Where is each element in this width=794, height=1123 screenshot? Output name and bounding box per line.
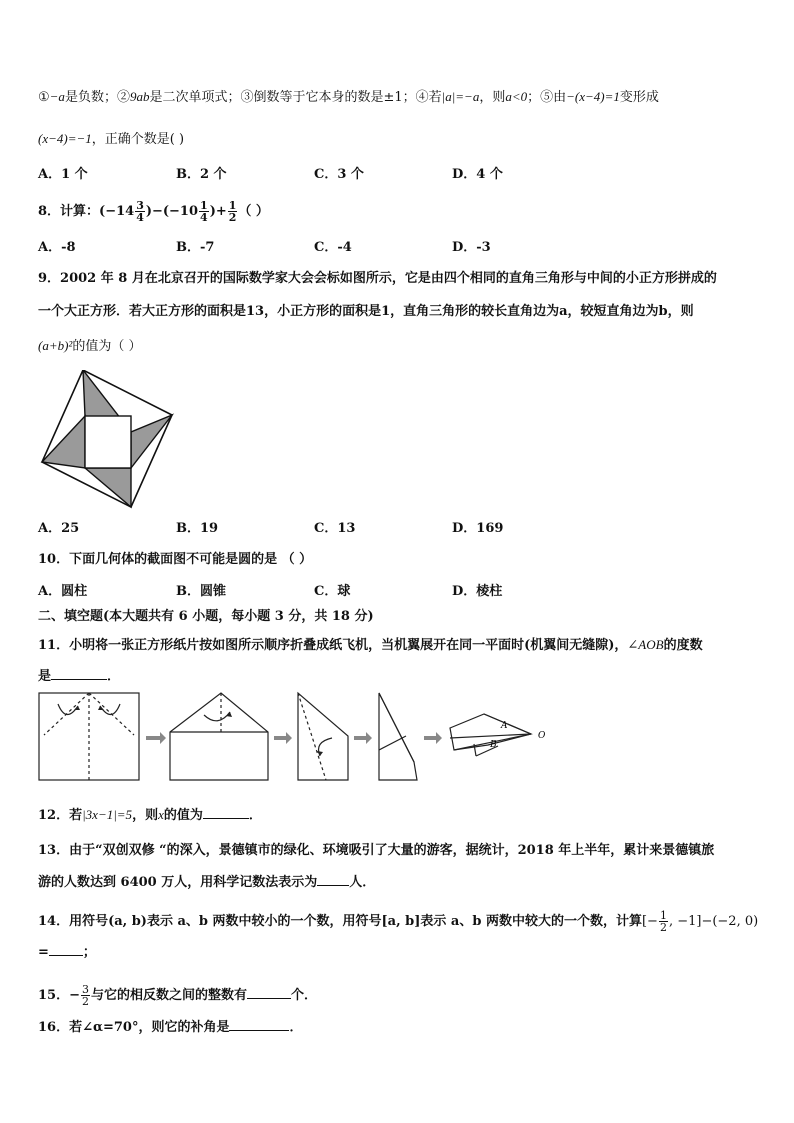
- fold-step2: [170, 693, 268, 780]
- q9-option-c: C．13: [314, 521, 356, 536]
- section-heading: 二、填空题(本大题共有 6 小题，每小题 3 分，共 18 分): [38, 609, 374, 624]
- q8-frac1: [135, 200, 145, 223]
- q14-eq: =: [38, 945, 49, 960]
- q14-line1: [38, 910, 758, 933]
- q7-s4-math2: a<0: [505, 89, 528, 104]
- q12-math: |3x−1|=5: [82, 807, 133, 822]
- q8-p2: )−(−10: [145, 204, 199, 219]
- q10-option-c: C．球: [314, 584, 351, 599]
- q8-frac3-num: 1: [228, 199, 237, 212]
- q13-line1: 13．由于“双创双修 “的深入，景德镇市的绿化、环境吸引了大量的游客，据统计，2018 年上半年，累计来景德镇旅: [38, 843, 715, 858]
- q9-line3-math: (a+b)²: [38, 338, 73, 353]
- q8-frac2-num: 1: [200, 199, 208, 212]
- q11-answer-blank[interactable]: [51, 679, 107, 680]
- q13-line2-pre: 游的人数达到 6400 万人，用科学记数法表示为: [38, 875, 318, 890]
- q14-answer-blank[interactable]: [49, 955, 83, 956]
- q12-x: x: [158, 807, 164, 822]
- q15-pre: 15．−: [38, 988, 80, 1003]
- q9-line2: 一个大正方形．若大正方形的面积是13，小正方形的面积是1，直角三角形的较长直角边为a，较短直角边为b，则: [38, 304, 694, 319]
- q7-s2-math: 9ab: [129, 89, 150, 104]
- q14-line1-text: 14．用符号(a, b)表示 a、b 两数中较小的一个数，用符号[a, b]表示 a、b 两数中较大的一个数，计算: [38, 914, 642, 929]
- fold-step3: [298, 693, 348, 780]
- q16-question: [38, 1019, 303, 1037]
- q7-s5-post: 变形成: [619, 90, 659, 105]
- q10-question: 10．下面几何体的截面图不可能是圆的是 （ ）: [38, 552, 313, 567]
- q13-answer-blank[interactable]: [317, 885, 349, 886]
- q13-line2-post: 人．: [349, 875, 376, 890]
- q8-frac1-den: 4: [136, 211, 144, 224]
- q8-option-a: A．-8: [38, 240, 76, 255]
- q12-answer-blank[interactable]: [203, 818, 249, 819]
- q16-answer-blank[interactable]: [229, 1030, 289, 1031]
- q9-option-a: A．25: [38, 521, 80, 536]
- q15-answer-blank[interactable]: [247, 998, 291, 999]
- q7-s4-post: ；⑤由: [527, 90, 567, 105]
- q8-frac3-den: 2: [228, 211, 237, 224]
- q15-frac: [81, 984, 90, 1007]
- q7-s5-math: −(x−4)=1: [566, 89, 620, 104]
- q11-line2-pre: 是: [38, 669, 52, 684]
- q9-line1: 9．2002 年 8 月在北京召开的国际数学家大会会标如图所示，它是由四个相同的直角三角形与中间的小正方形拼成的: [38, 271, 717, 286]
- q14-frac: [659, 910, 668, 933]
- q7-line2: [38, 130, 184, 149]
- q14-calc: [641, 909, 759, 934]
- q8-label: 8．计算：: [38, 204, 100, 219]
- q11-line2-end: ．: [107, 669, 121, 684]
- q7-s2-post: 是二次单项式；③倒数等于它本身的数是±1；④若: [149, 90, 442, 105]
- q12-post: 的值为: [163, 808, 203, 823]
- q15-end: 个．: [291, 988, 318, 1003]
- q7-line2-post: ，正确个数是( ): [91, 132, 185, 147]
- q7-s4-math: |a|=−a: [441, 89, 480, 104]
- q14-line2: [38, 944, 96, 962]
- q14-end: ；: [82, 945, 96, 960]
- q10-option-a: A．圆柱: [38, 584, 88, 599]
- q7-s1-pre: ①: [38, 90, 50, 105]
- q13-line2: [38, 874, 375, 892]
- q11-line1-post: 的度数: [663, 638, 703, 653]
- triangle-left: [42, 416, 85, 468]
- q10-option-b: B．圆锥: [176, 584, 226, 599]
- q12-mid: ，则: [132, 808, 159, 823]
- center-square: [85, 416, 131, 468]
- q9-option-d: D．169: [452, 521, 504, 536]
- q8-option-c: C．-4: [314, 240, 352, 255]
- q15-frac-num: 3: [81, 983, 89, 996]
- q7-line1: [38, 88, 659, 107]
- q15-question: [38, 984, 317, 1007]
- q16-pre: 16．若∠α=70°，则它的补角是: [38, 1020, 230, 1035]
- q14-calc-post: , −1]−(−2, 0): [668, 914, 759, 929]
- q9-line3: [38, 337, 141, 356]
- q11-line2: [38, 668, 120, 686]
- q8-frac2: [199, 200, 209, 223]
- q9-line3-post: 的值为（ ）: [72, 339, 142, 354]
- q14-calc-pre: [−: [641, 914, 658, 929]
- q14-frac-num: 1: [659, 909, 667, 922]
- fold-step4: [379, 693, 417, 780]
- label-a: A: [501, 721, 508, 731]
- label-o: O: [538, 731, 546, 741]
- q11-line1: [38, 636, 703, 655]
- q8-p3: )+: [209, 204, 227, 219]
- q7-option-a: A．1 个: [38, 167, 88, 182]
- label-b: B: [490, 740, 497, 750]
- q11-line1-pre: 11．小明将一张正方形纸片按如图所示顺序折叠成纸飞机，当机翼展开在同一平面时(机翼间无缝隙)，: [38, 638, 628, 653]
- q8-question: [38, 200, 269, 223]
- q7-s4-mid: ，则: [479, 90, 506, 105]
- q8-option-d: D．-3: [452, 240, 491, 255]
- q7-s1-post: 是负数；②: [64, 90, 130, 105]
- q12-question: [38, 806, 262, 825]
- q8-p1: (−14: [99, 204, 135, 219]
- q14-frac-den: 2: [659, 921, 667, 934]
- q7-line2-math: (x−4)=−1: [38, 131, 92, 146]
- q10-option-d: D．棱柱: [452, 584, 503, 599]
- q8-option-b: B．-7: [176, 240, 215, 255]
- q16-end: ．: [289, 1020, 303, 1035]
- paper-plane-folding-figure: [36, 690, 556, 786]
- q8-tail: （ ）: [238, 204, 269, 219]
- q11-angle: ∠AOB: [627, 637, 664, 652]
- q15-post: 与它的相反数之间的整数有: [90, 988, 247, 1003]
- q15-frac-den: 2: [81, 995, 89, 1008]
- pinwheel-figure: [36, 370, 178, 510]
- q12-pre: 12．若: [38, 808, 83, 823]
- q7-option-c: C．3 个: [314, 167, 364, 182]
- q8-frac3: [228, 200, 238, 223]
- q7-option-b: B．2 个: [176, 167, 227, 182]
- q12-end: ．: [248, 808, 262, 823]
- q8-frac2-den: 4: [200, 211, 208, 224]
- q7-option-d: D．4 个: [452, 167, 503, 182]
- q9-option-b: B．19: [176, 521, 219, 536]
- q7-s1-math: −a: [49, 89, 65, 104]
- q8-frac1-num: 3: [136, 199, 144, 212]
